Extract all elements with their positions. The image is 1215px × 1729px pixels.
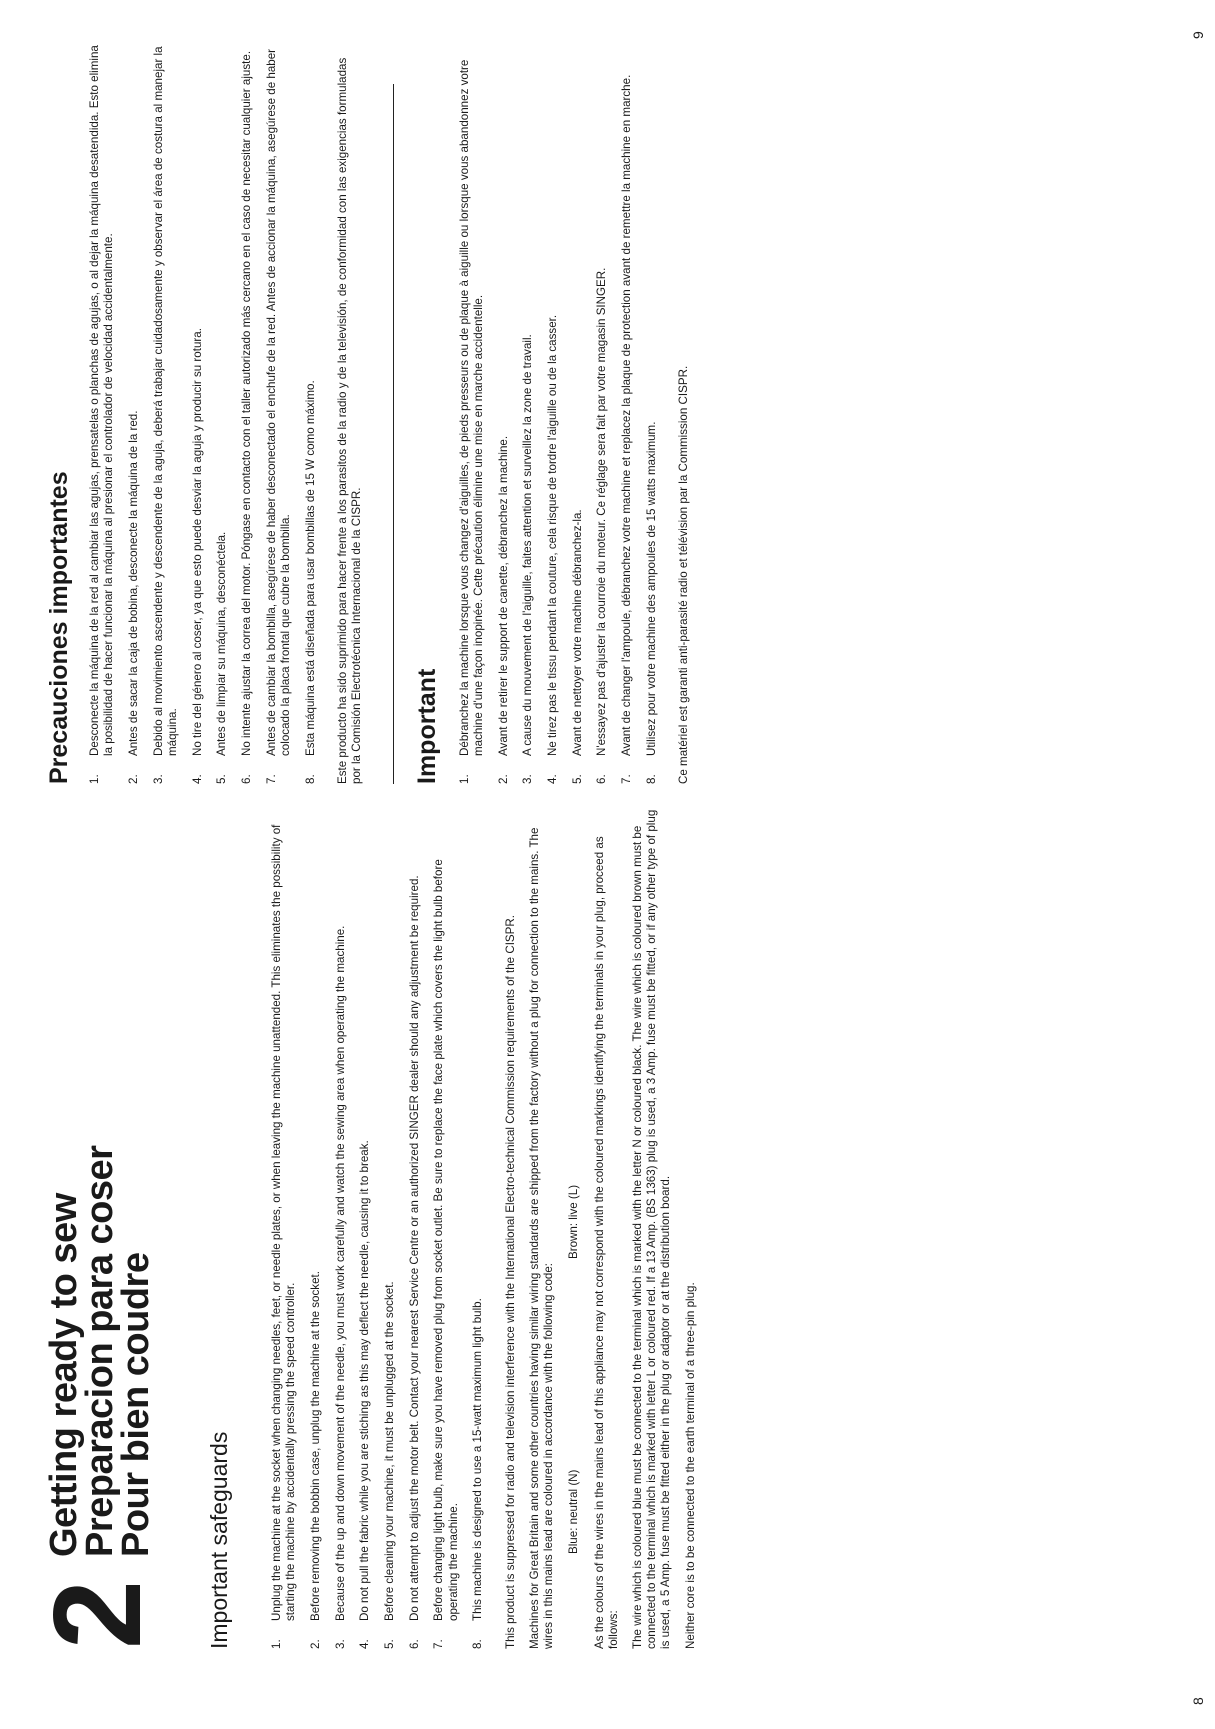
list-item: 3. Because of the up and down movement of the needle, you must work carefully and watch the sewing area when operating the machine.: [333, 925, 347, 1649]
list-item: 6. Do not attempt to adjust the motor belt. Contact your nearest Service Centre or an authorized SINGER dealer should any adjustment be required.: [407, 875, 421, 1649]
list-item: 6. No intente ajustar la correa del motor. Póngase en contacto con el taller autorizado más cercano en el caso de necesitar cualquier ajuste.: [239, 50, 253, 784]
wiring-paragraph: Machines for Great Britain and some other countries having similar wiring standards are shipped from the factory without a plug for connection to the mains. The wires in this mains lead are coloured in accordance with the following code:: [528, 827, 556, 1649]
chapter-titles: [43, 1145, 157, 1557]
list-item: 8. Esta máquina está diseñada para usar bombillas de 15 W como máximo.: [303, 380, 317, 784]
list-item: 7. Before changing light bulb, make sure you have removed plug from socket outlet. Be sure to replace the face plate which covers the light bulb before operating the machine.: [432, 859, 460, 1649]
spanish-cispr-note: Este producto ha sido suprimido para hacer frente a los parasitos de la radio y de la televisión, de conformidad con las exigencias formuladas por la Comisión Electrotécnica Internacional de la CISPR.: [336, 57, 364, 784]
list-item: 3. Debido al movimiento ascendente y descendente de la aguja, deberá trabajar cuidadosamente y observar el área de costura al manejar la máquina.: [151, 46, 179, 784]
page-number-right: 9: [1190, 31, 1206, 39]
list-item: 2. Before removing the bobbin case, unplug the machine at the socket.: [308, 1271, 322, 1649]
chapter-header: [29, 809, 167, 1649]
list-item: 4. No tire del género al coser, ya que esto puede desviar la aguja y producir su rotura.: [190, 328, 204, 784]
list-item: 2. Avant de retirer le support de canette, débranchez la machine.: [496, 435, 510, 784]
chapter-title-spanish: Preparacion para coser: [79, 1145, 121, 1557]
cispr-paragraph: This product is suppressed for radio and television interference with the International Electro-technical Commission requirements of the CISPR.: [504, 915, 518, 1649]
list-item: 5. Antes de limpiar su máquina, desconéctela.: [215, 531, 229, 784]
wire-colour-code: [567, 809, 583, 1649]
list-item: 4. Do not pull the fabric while you are stiching as this may deflect the needle, causing it to break.: [358, 1140, 372, 1649]
colours-paragraph: As the colours of the wires in the mains lead of this appliance may not correspond with the coloured markings identifying the terminals in your plug, proceed as follows:: [592, 836, 620, 1649]
wire-code-brown: Brown: live (L): [566, 1184, 580, 1259]
list-item: 8. Utilisez pour votre machine des ampoules de 15 watts maximum.: [644, 421, 658, 784]
list-item: 1. Débranchez la machine lorsque vous changez d'aiguilles, de pieds presseurs ou de plaque à aiguille ou lorsque vous abandonnez votre machine d'une façon inopinée. Cette précaution élimine une mise en marche accidentelle.: [457, 59, 485, 784]
list-item: 8. This machine is designed to use a 15-watt maximum light bulb.: [471, 1298, 485, 1649]
list-item: 7. Avant de changer l'ampoule, débranchez votre machine et replacez la plaque de protection avant de remettre la machine en marche.: [620, 74, 634, 784]
section-heading-french: Important: [412, 668, 441, 784]
section-heading-english: Important safeguards: [206, 1431, 232, 1649]
connection-paragraph: The wire which is coloured blue must be connected to the terminal which is marked with the letter N or coloured black. The wire which is coloured brown must be connected to the terminal which is marked with letter L or coloured red. If a 13 Amp. (BS 1363) plug is used, a 3 Amp. fuse must be fitted, or if any other type of plug is used, a 5 Amp. fuse must be fitted either in the plug or adaptor or at the distribution board.: [631, 809, 673, 1649]
page-number-left: 8: [1190, 1697, 1206, 1705]
list-item: 7. Antes de cambiar la bombilla, asegúrese de haber desconectado el enchufe de la red. Antes de accionar la máquina, asegúrese de haber colocado la placa frontal que cubre la bombilla.: [264, 48, 292, 784]
section-divider: [393, 84, 394, 784]
section-heading-spanish: Precauciones importantes: [45, 471, 73, 784]
list-item: 5. Before cleaning your machine, it must be unplugged at the socket.: [383, 1281, 397, 1649]
chapter-title-english: Getting ready to sew: [43, 1193, 85, 1557]
list-item: 2. Antes de sacar la caja de bobina, desconecte la máquina de la red.: [126, 410, 140, 784]
right-page-column: [40, 44, 702, 784]
list-item: 4. Ne tirez pas le tissu pendant la couture, cela risque de tordre l'aiguille ou de la casser.: [545, 314, 559, 784]
list-item: 1. Desconecte la máquina de la red al cambiar las agujas, prensatelas o planchas de agujas, o al dejar la máquina desatendida. Esto elimina la posibilidad de hacer funcionar la máquina al presionar el controlador de velocidad accidentalmente.: [88, 45, 116, 784]
list-item: 6. N'essayez pas d'ajuster la courroie du moteur. Ce réglage sera fait par votre magasin SINGER.: [595, 267, 609, 784]
english-safeguards-list: [270, 809, 486, 1649]
chapter-number: 2: [29, 1584, 167, 1649]
spanish-safeguards-list: [88, 44, 318, 784]
wire-code-blue: Blue: neutral (N): [566, 1469, 580, 1554]
earth-paragraph: Neither core is to be connected to the earth terminal of a three-pin plug.: [683, 1282, 697, 1649]
french-cispr-note: Ce matériel est garanti anti-parasité radio et télévision par la Commission CISPR.: [677, 365, 691, 784]
list-item: 3. A cause du mouvement de l'aiguille, faites attention et surveillez la zone de travail.: [521, 334, 535, 784]
french-safeguards-list: [458, 44, 659, 784]
list-item: 5. Avant de nettoyer votre machine débranchez-la.: [570, 509, 584, 784]
chapter-title-french: Pour bien coudre: [115, 1252, 157, 1557]
list-item: 1. Unplug the machine at the socket when changing needles, feet, or needle plates, or when leaving the machine unattended. This eliminates the possibility of starting the machine by accidentally pressing the speed controller.: [270, 824, 298, 1649]
left-page-column: [29, 809, 708, 1649]
